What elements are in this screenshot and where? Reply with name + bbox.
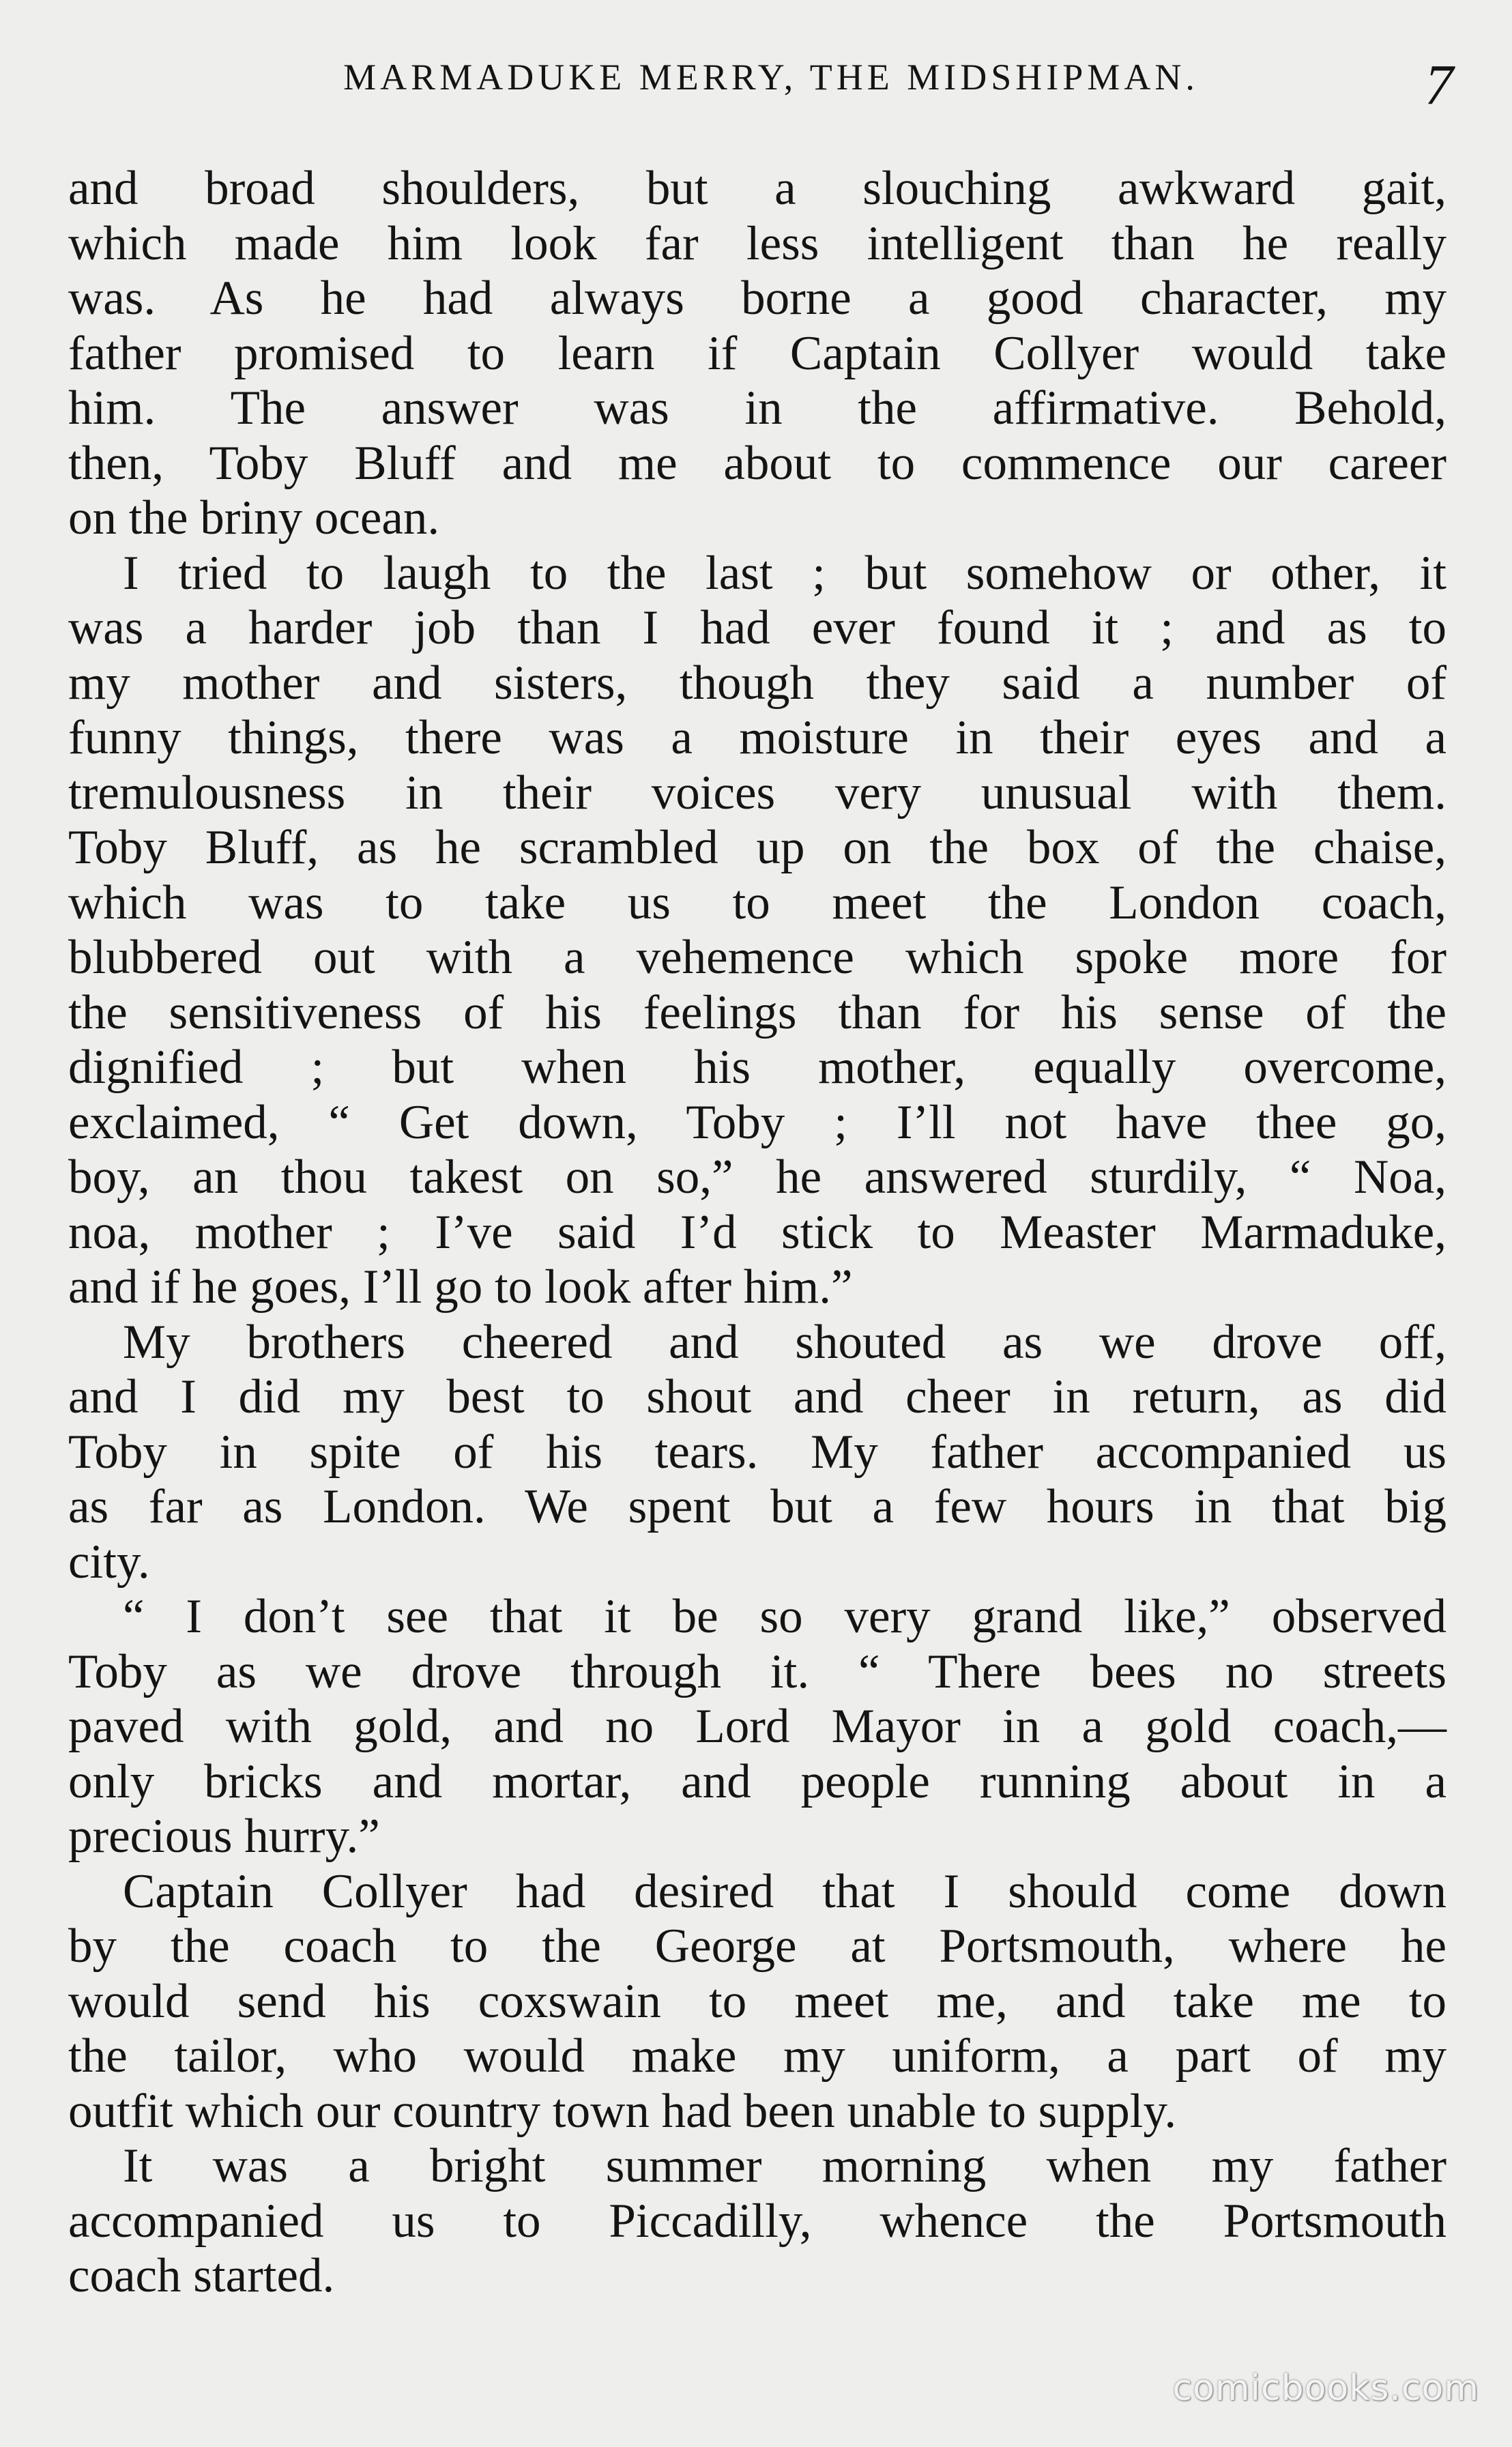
paragraph bbox=[68, 546, 1446, 1315]
text-line: I tried to laugh to the last ; but somehow or other, it bbox=[123, 546, 1446, 600]
text-line: the sensitiveness of his feelings than for his sense of the bbox=[68, 985, 1446, 1039]
text-line: then, Toby Bluff and me about to commence our career bbox=[68, 436, 1446, 490]
page-number: 7 bbox=[1425, 53, 1453, 117]
paragraph bbox=[68, 1864, 1446, 2139]
text-line: Toby in spite of his tears. My father accompanied us bbox=[68, 1425, 1446, 1479]
text-line: noa, mother ; I’ve said I’d stick to Measter Marmaduke, bbox=[68, 1205, 1446, 1259]
text-line: exclaimed, “ Get down, Toby ; I’ll not have thee go, bbox=[68, 1095, 1446, 1149]
running-head-title: MARMADUKE MERRY, THE MIDSHIPMAN. bbox=[343, 57, 1199, 98]
text-line: by the coach to the George at Portsmouth, where he bbox=[68, 1920, 1446, 1973]
text-line: coach started. bbox=[68, 2249, 335, 2302]
text-line: only bricks and mortar, and people running about in a bbox=[68, 1754, 1446, 1808]
text-line: Captain Collyer had desired that I should come down bbox=[123, 1864, 1446, 1918]
text-line: was. As he had always borne a good character, my bbox=[68, 272, 1446, 325]
text-line: Toby as we drove through it. “ There bees no streets bbox=[68, 1645, 1446, 1698]
paragraph bbox=[68, 1589, 1446, 1864]
text-line: accompanied us to Piccadilly, whence the Portsmouth bbox=[68, 2194, 1446, 2248]
paragraph bbox=[68, 2139, 1446, 2304]
text-line: which made him look far less intelligent than he really bbox=[68, 216, 1446, 270]
text-line: Toby Bluff, as he scrambled up on the box of the chaise, bbox=[68, 821, 1446, 874]
text-line: my mother and sisters, though they said a number of bbox=[68, 656, 1446, 710]
text-line: father promised to learn if Captain Collyer would take bbox=[68, 326, 1446, 380]
text-line: blubbered out with a vehemence which spoke more for bbox=[68, 931, 1446, 984]
paragraph bbox=[68, 161, 1446, 546]
text-line: “ I don’t see that it be so very grand like,” observed bbox=[123, 1590, 1446, 1643]
text-line: the tailor, who would make my uniform, a part of my bbox=[68, 2029, 1446, 2083]
text-line: and broad shoulders, but a slouching awkward gait, bbox=[68, 162, 1446, 215]
text-line: It was a bright summer morning when my father bbox=[123, 2139, 1446, 2192]
paragraph bbox=[68, 1315, 1446, 1590]
text-line: was a harder job than I had ever found it ; and as to bbox=[68, 601, 1446, 654]
body-text bbox=[68, 161, 1446, 2304]
text-line: which was to take us to meet the London coach, bbox=[68, 875, 1446, 929]
text-line: boy, an thou takest on so,” he answered sturdily, “ Noa, bbox=[68, 1150, 1446, 1204]
text-line: city. bbox=[68, 1535, 150, 1589]
text-line: outfit which our country town had been unable to supply. bbox=[68, 2084, 1177, 2138]
text-line: precious hurry.” bbox=[68, 1810, 380, 1863]
text-line: dignified ; but when his mother, equally overcome, bbox=[68, 1041, 1446, 1094]
text-line: on the briny ocean. bbox=[68, 491, 440, 545]
text-line: funny things, there was a moisture in their eyes and a bbox=[68, 711, 1446, 764]
text-line: him. The answer was in the affirmative. Behold, bbox=[68, 381, 1446, 435]
text-line: and if he goes, I’ll go to look after him.” bbox=[68, 1260, 853, 1314]
text-line: as far as London. We spent but a few hours in that big bbox=[68, 1480, 1446, 1533]
text-line: My brothers cheered and shouted as we drove off, bbox=[123, 1315, 1446, 1369]
text-line: and I did my best to shout and cheer in return, as did bbox=[68, 1370, 1446, 1423]
text-line: paved with gold, and no Lord Mayor in a gold coach,— bbox=[68, 1700, 1446, 1753]
site-watermark: comicbooks.com bbox=[1172, 2368, 1479, 2409]
text-line: tremulousness in their voices very unusual with them. bbox=[68, 766, 1446, 820]
text-line: would send his coxswain to meet me, and take me to bbox=[68, 1974, 1446, 2028]
